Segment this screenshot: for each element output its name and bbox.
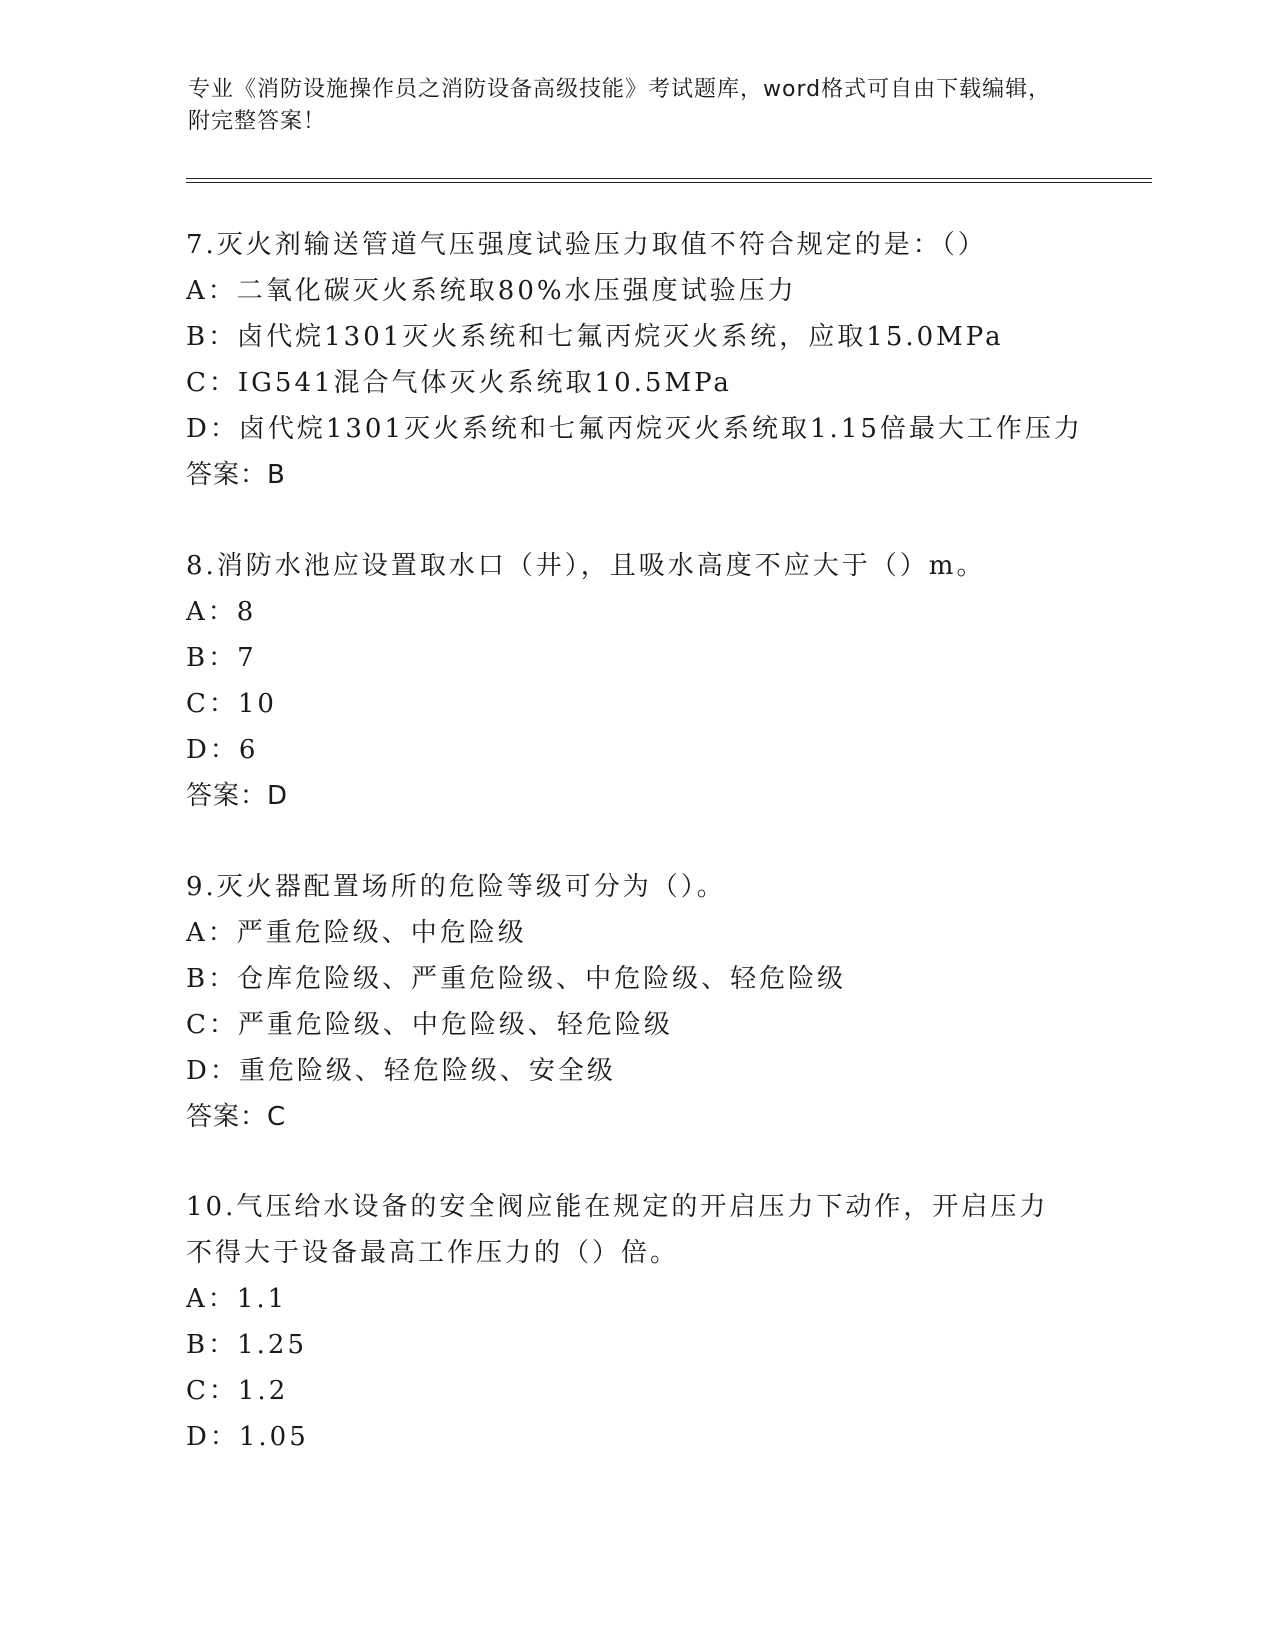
question-stem: 7.灭火剂输送管道气压强度试验压力取值不符合规定的是：（）: [186, 230, 987, 260]
option-b: B：仓库危险级、严重危险级、中危险级、轻危险级: [186, 964, 847, 994]
option-d: D：卤代烷1301灭火系统和七氟丙烷灭火系统取1.15倍最大工作压力: [186, 414, 1083, 444]
option-d: D：1.05: [186, 1422, 309, 1452]
header-intro: 专业《消防设施操作员之消防设备高级技能》考试题库，word格式可自由下载编辑，附完整答案！: [188, 77, 1052, 134]
option-d: D：重危险级、轻危险级、安全级: [186, 1056, 616, 1086]
option-c: C：IG541混合气体灭火系统取10.5MPa: [186, 368, 732, 398]
answer-line: 答案：D: [186, 781, 289, 811]
option-a: A：二氧化碳灭火系统取80%水压强度试验压力: [186, 276, 797, 306]
answer-line: 答案：C: [186, 1102, 287, 1132]
question-8: [186, 543, 1086, 819]
option-a: A：8: [186, 597, 257, 627]
option-b: B：1.25: [186, 1330, 307, 1360]
option-c: C：10: [186, 689, 277, 719]
option-b: B：卤代烷1301灭火系统和七氟丙烷灭火系统，应取15.0MPa: [186, 322, 1004, 352]
question-stem: 8.消防水池应设置取水口（井），且吸水高度不应大于（）m。: [186, 551, 986, 581]
option-a: A：严重危险级、中危险级: [186, 918, 527, 948]
answer-line: 答案：B: [186, 460, 286, 490]
question-10: [186, 1184, 1086, 1460]
question-stem: 10.气压给水设备的安全阀应能在规定的开启压力下动作，开启压力不得大于设备最高工作压力的（）倍。: [186, 1192, 1049, 1268]
question-9: [186, 864, 1086, 1140]
option-d: D：6: [186, 735, 259, 765]
option-a: A：1.1: [186, 1284, 288, 1314]
question-stem: 9.灭火器配置场所的危险等级可分为（）。: [186, 872, 726, 902]
header-divider: [186, 178, 1152, 183]
option-b: B：7: [186, 643, 257, 673]
option-c: C：1.2: [186, 1376, 289, 1406]
question-7: [186, 222, 1086, 498]
option-c: C：严重危险级、中危险级、轻危险级: [186, 1010, 673, 1040]
